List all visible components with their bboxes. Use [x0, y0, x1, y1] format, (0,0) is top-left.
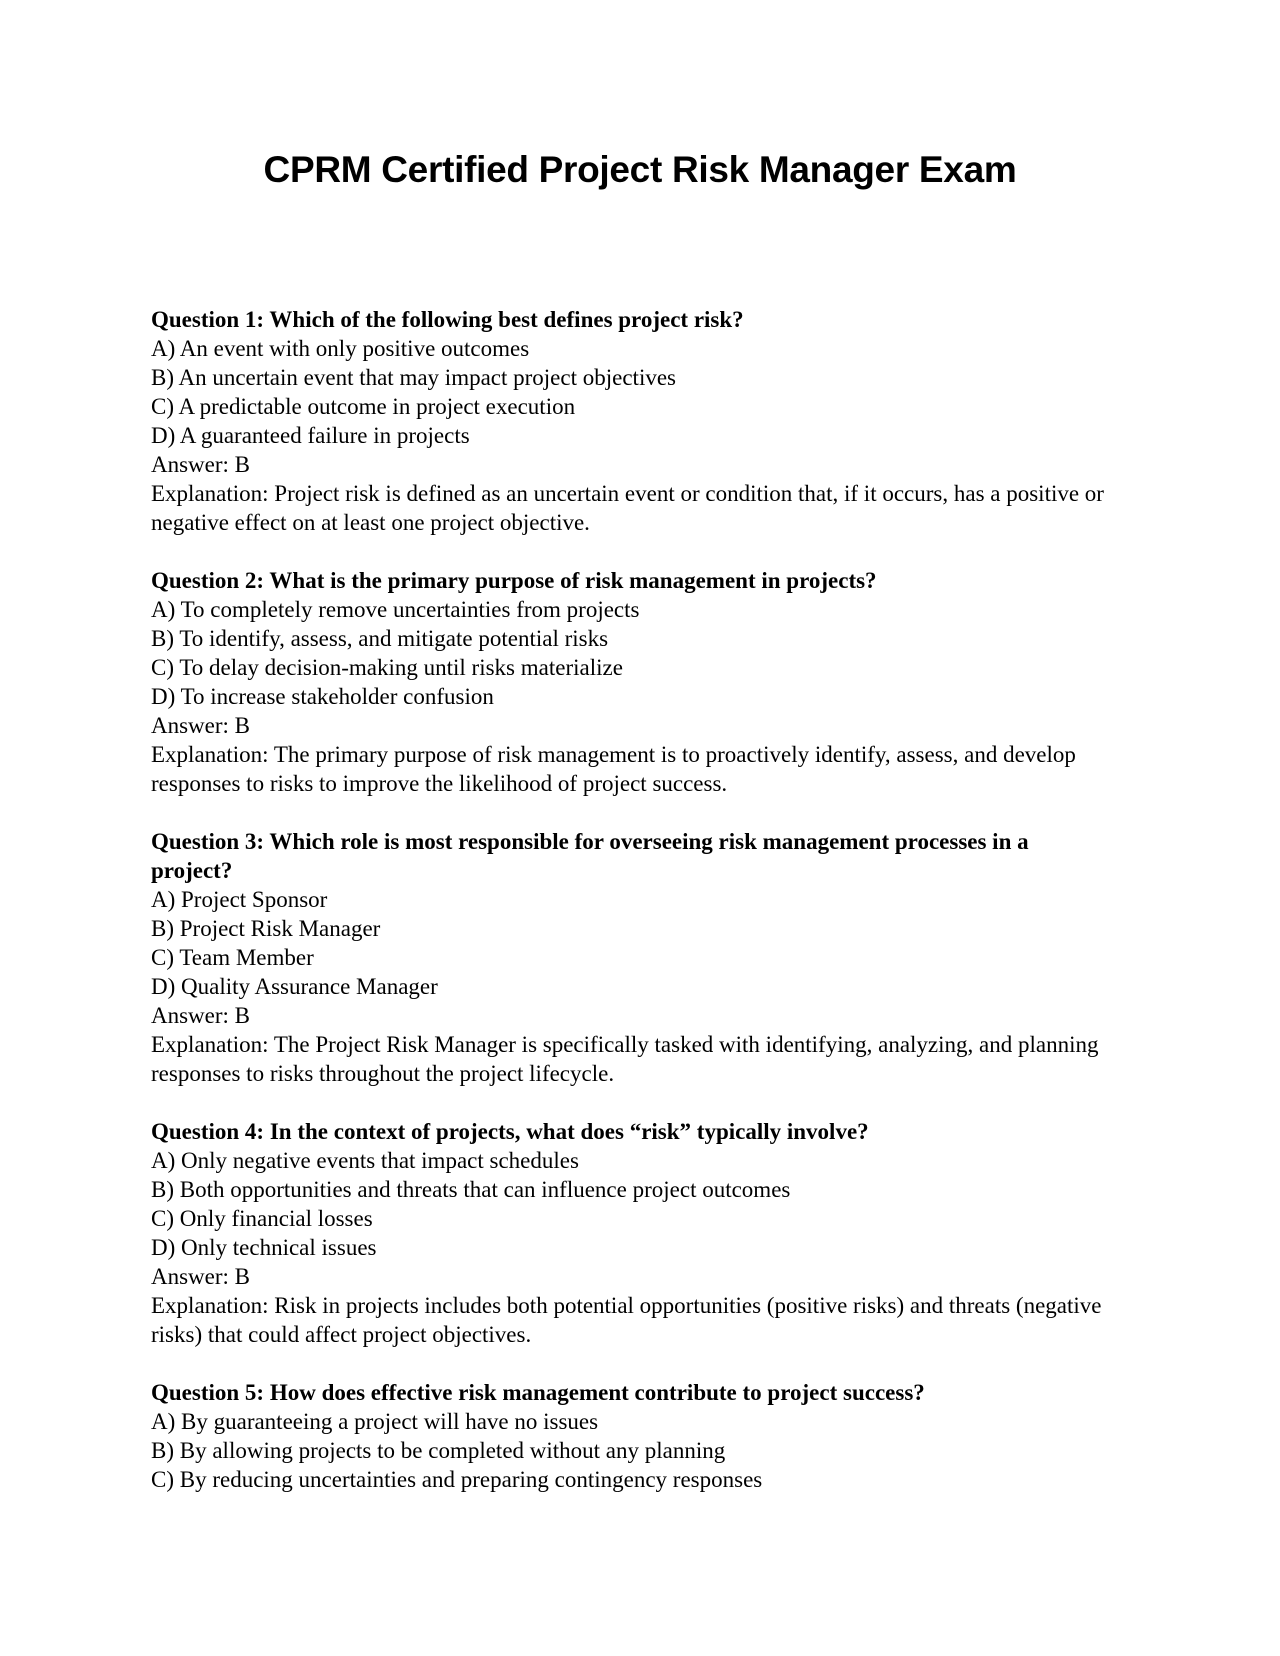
question-1	[151, 305, 1111, 537]
page-title: CPRM Certified Project Risk Manager Exam	[263, 149, 1017, 190]
option-c: C) A predictable outcome in project execution	[151, 394, 576, 419]
question-heading: Question 2: What is the primary purpose of risk management in projects?	[151, 568, 877, 593]
option-a: A) To completely remove uncertainties from projects	[151, 597, 640, 622]
option-c: C) Team Member	[151, 945, 314, 970]
option-c: C) Only financial losses	[151, 1206, 373, 1231]
question-heading: Question 1: Which of the following best defines project risk?	[151, 307, 744, 332]
explanation: Explanation: The Project Risk Manager is specifically tasked with identifying, analyzing, and planning responses to risks throughout the project lifecycle.	[151, 1032, 1099, 1086]
answer: Answer: B	[151, 1264, 251, 1289]
option-d: D) To increase stakeholder confusion	[151, 684, 494, 709]
option-b: B) By allowing projects to be completed without any planning	[151, 1438, 726, 1463]
option-a: A) By guaranteeing a project will have no issues	[151, 1409, 599, 1434]
question-heading: Question 3: Which role is most responsible for overseeing risk management processes in a project?	[151, 829, 1029, 883]
question-4	[151, 1117, 1111, 1349]
option-d: D) A guaranteed failure in projects	[151, 423, 470, 448]
option-d: D) Quality Assurance Manager	[151, 974, 438, 999]
question-2	[151, 566, 1111, 798]
option-b: B) To identify, assess, and mitigate potential risks	[151, 626, 609, 651]
explanation: Explanation: Risk in projects includes both potential opportunities (positive risks) and threats (negative risks) that could affect project objectives.	[151, 1293, 1102, 1347]
option-c: C) To delay decision-making until risks materialize	[151, 655, 623, 680]
explanation: Explanation: The primary purpose of risk management is to proactively identify, assess, and develop responses to risks to improve the likelihood of project success.	[151, 742, 1076, 796]
question-list	[151, 305, 1111, 1523]
question-heading: Question 5: How does effective risk management contribute to project success?	[151, 1380, 925, 1405]
option-b: B) Both opportunities and threats that can influence project outcomes	[151, 1177, 791, 1202]
option-d: D) Only technical issues	[151, 1235, 377, 1260]
option-b: B) Project Risk Manager	[151, 916, 381, 941]
question-3	[151, 827, 1111, 1088]
question-5	[151, 1378, 1111, 1494]
option-a: A) Project Sponsor	[151, 887, 328, 912]
option-a: A) An event with only positive outcomes	[151, 336, 530, 361]
answer: Answer: B	[151, 452, 251, 477]
option-b: B) An uncertain event that may impact project objectives	[151, 365, 676, 390]
explanation: Explanation: Project risk is defined as an uncertain event or condition that, if it occurs, has a positive or negative effect on at least one project objective.	[151, 481, 1104, 535]
option-c: C) By reducing uncertainties and preparing contingency responses	[151, 1467, 763, 1492]
option-a: A) Only negative events that impact schedules	[151, 1148, 579, 1173]
answer: Answer: B	[151, 1003, 251, 1028]
question-heading: Question 4: In the context of projects, what does “risk” typically involve?	[151, 1119, 869, 1144]
answer: Answer: B	[151, 713, 251, 738]
